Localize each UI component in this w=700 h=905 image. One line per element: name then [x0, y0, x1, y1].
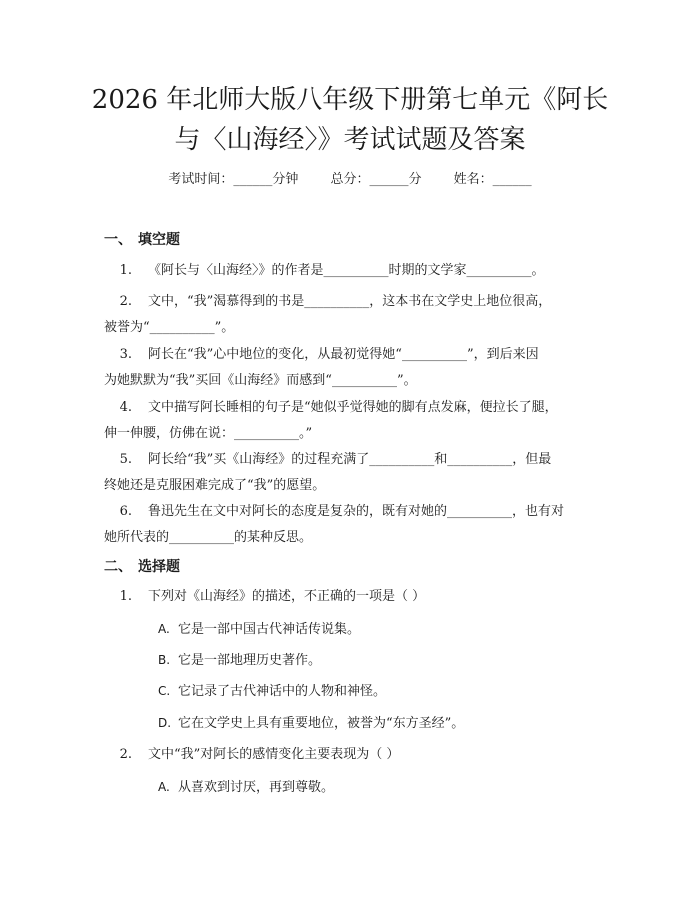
question-stem: 下列对《山海经》的描述，不正确的一项是（ ）: [148, 589, 426, 604]
question-text: 阿长在“我”心中地位的变化，从最初觉得她“__________”，到后来因: [148, 347, 539, 362]
exam-time: 考试时间：______分钟: [168, 172, 299, 187]
student-name: 姓名：______: [453, 172, 532, 187]
question-text-cont: 终她还是克服困难完成了“我”的愿望。: [104, 478, 326, 493]
question-choice-2: [104, 742, 604, 768]
question-number: 1.: [119, 589, 132, 604]
exam-meta: [0, 168, 700, 187]
section-heading-fill-blank: [104, 229, 180, 249]
title-line-1: 2026 年北师大版八年级下册第七单元《阿长: [91, 85, 609, 115]
question-fill-2: [104, 289, 604, 341]
section-title: 选择题: [138, 559, 180, 575]
question-fill-6: [104, 499, 604, 551]
question-text-cont: 被誉为“__________”。: [104, 320, 235, 335]
section-title: 填空题: [138, 232, 180, 248]
question-number: 6.: [119, 504, 132, 519]
exam-score: 总分：______分: [330, 172, 422, 187]
option-key: D.: [158, 716, 172, 730]
option-key: C.: [158, 684, 171, 698]
question-text: 鲁迅先生在文中对阿长的态度是复杂的，既有对她的__________，也有对: [148, 504, 565, 519]
question-number: 2.: [119, 294, 132, 309]
title-line-2: 与〈山海经〉》考试试题及答案: [174, 125, 526, 155]
question-number: 3.: [119, 347, 132, 362]
question-fill-3: [104, 342, 604, 394]
question-number: 4.: [119, 400, 132, 415]
option-a: [158, 777, 334, 798]
question-text-cont: 她所代表的__________的某种反思。: [104, 530, 313, 545]
section-number: 二、: [104, 559, 132, 575]
question-stem: 文中“我”对阿长的感情变化主要表现为（ ）: [148, 747, 400, 762]
option-key: B.: [158, 653, 171, 667]
question-text-cont: 伸一伸腰，仿佛在说：__________。”: [104, 426, 313, 441]
option-b: [158, 650, 321, 671]
question-number: 5.: [119, 452, 132, 467]
question-text: 阿长给“我”买《山海经》的过程充满了__________和__________，但最: [148, 452, 552, 467]
question-number: 1.: [119, 263, 132, 278]
option-text: 从喜欢到讨厌，再到尊敬。: [178, 780, 335, 795]
question-text: 《阿长与〈山海经〉》的作者是__________时期的文学家__________。: [148, 263, 545, 278]
section-number: 一、: [104, 232, 132, 248]
question-fill-5: [104, 447, 604, 499]
question-text: 文中描写阿长睡相的句子是“她似乎觉得她的脚有点发麻，便拉长了腿，: [148, 400, 558, 415]
option-text: 它是一部中国古代神话传说集。: [178, 622, 361, 637]
option-key: A.: [158, 780, 170, 794]
question-choice-1: [104, 584, 604, 610]
option-c: [158, 681, 386, 702]
option-text: 它是一部地理历史著作。: [178, 653, 322, 668]
question-text-cont: 为她默默为“我”买回《山海经》而感到“__________”。: [104, 373, 417, 388]
page-title: [60, 80, 640, 160]
option-d: [158, 713, 464, 734]
question-fill-4: [104, 395, 604, 447]
question-text: 文中，“我”渴慕得到的书是__________，这本书在文学史上地位很高，: [148, 294, 552, 309]
question-fill-1: [104, 258, 604, 284]
option-a: [158, 619, 360, 640]
option-text: 它记录了古代神话中的人物和神怪。: [178, 684, 387, 699]
option-key: A.: [158, 622, 170, 636]
question-number: 2.: [119, 747, 132, 762]
option-text: 它在文学史上具有重要地位，被誉为“东方圣经”。: [178, 716, 465, 731]
section-heading-choice: [104, 556, 180, 576]
